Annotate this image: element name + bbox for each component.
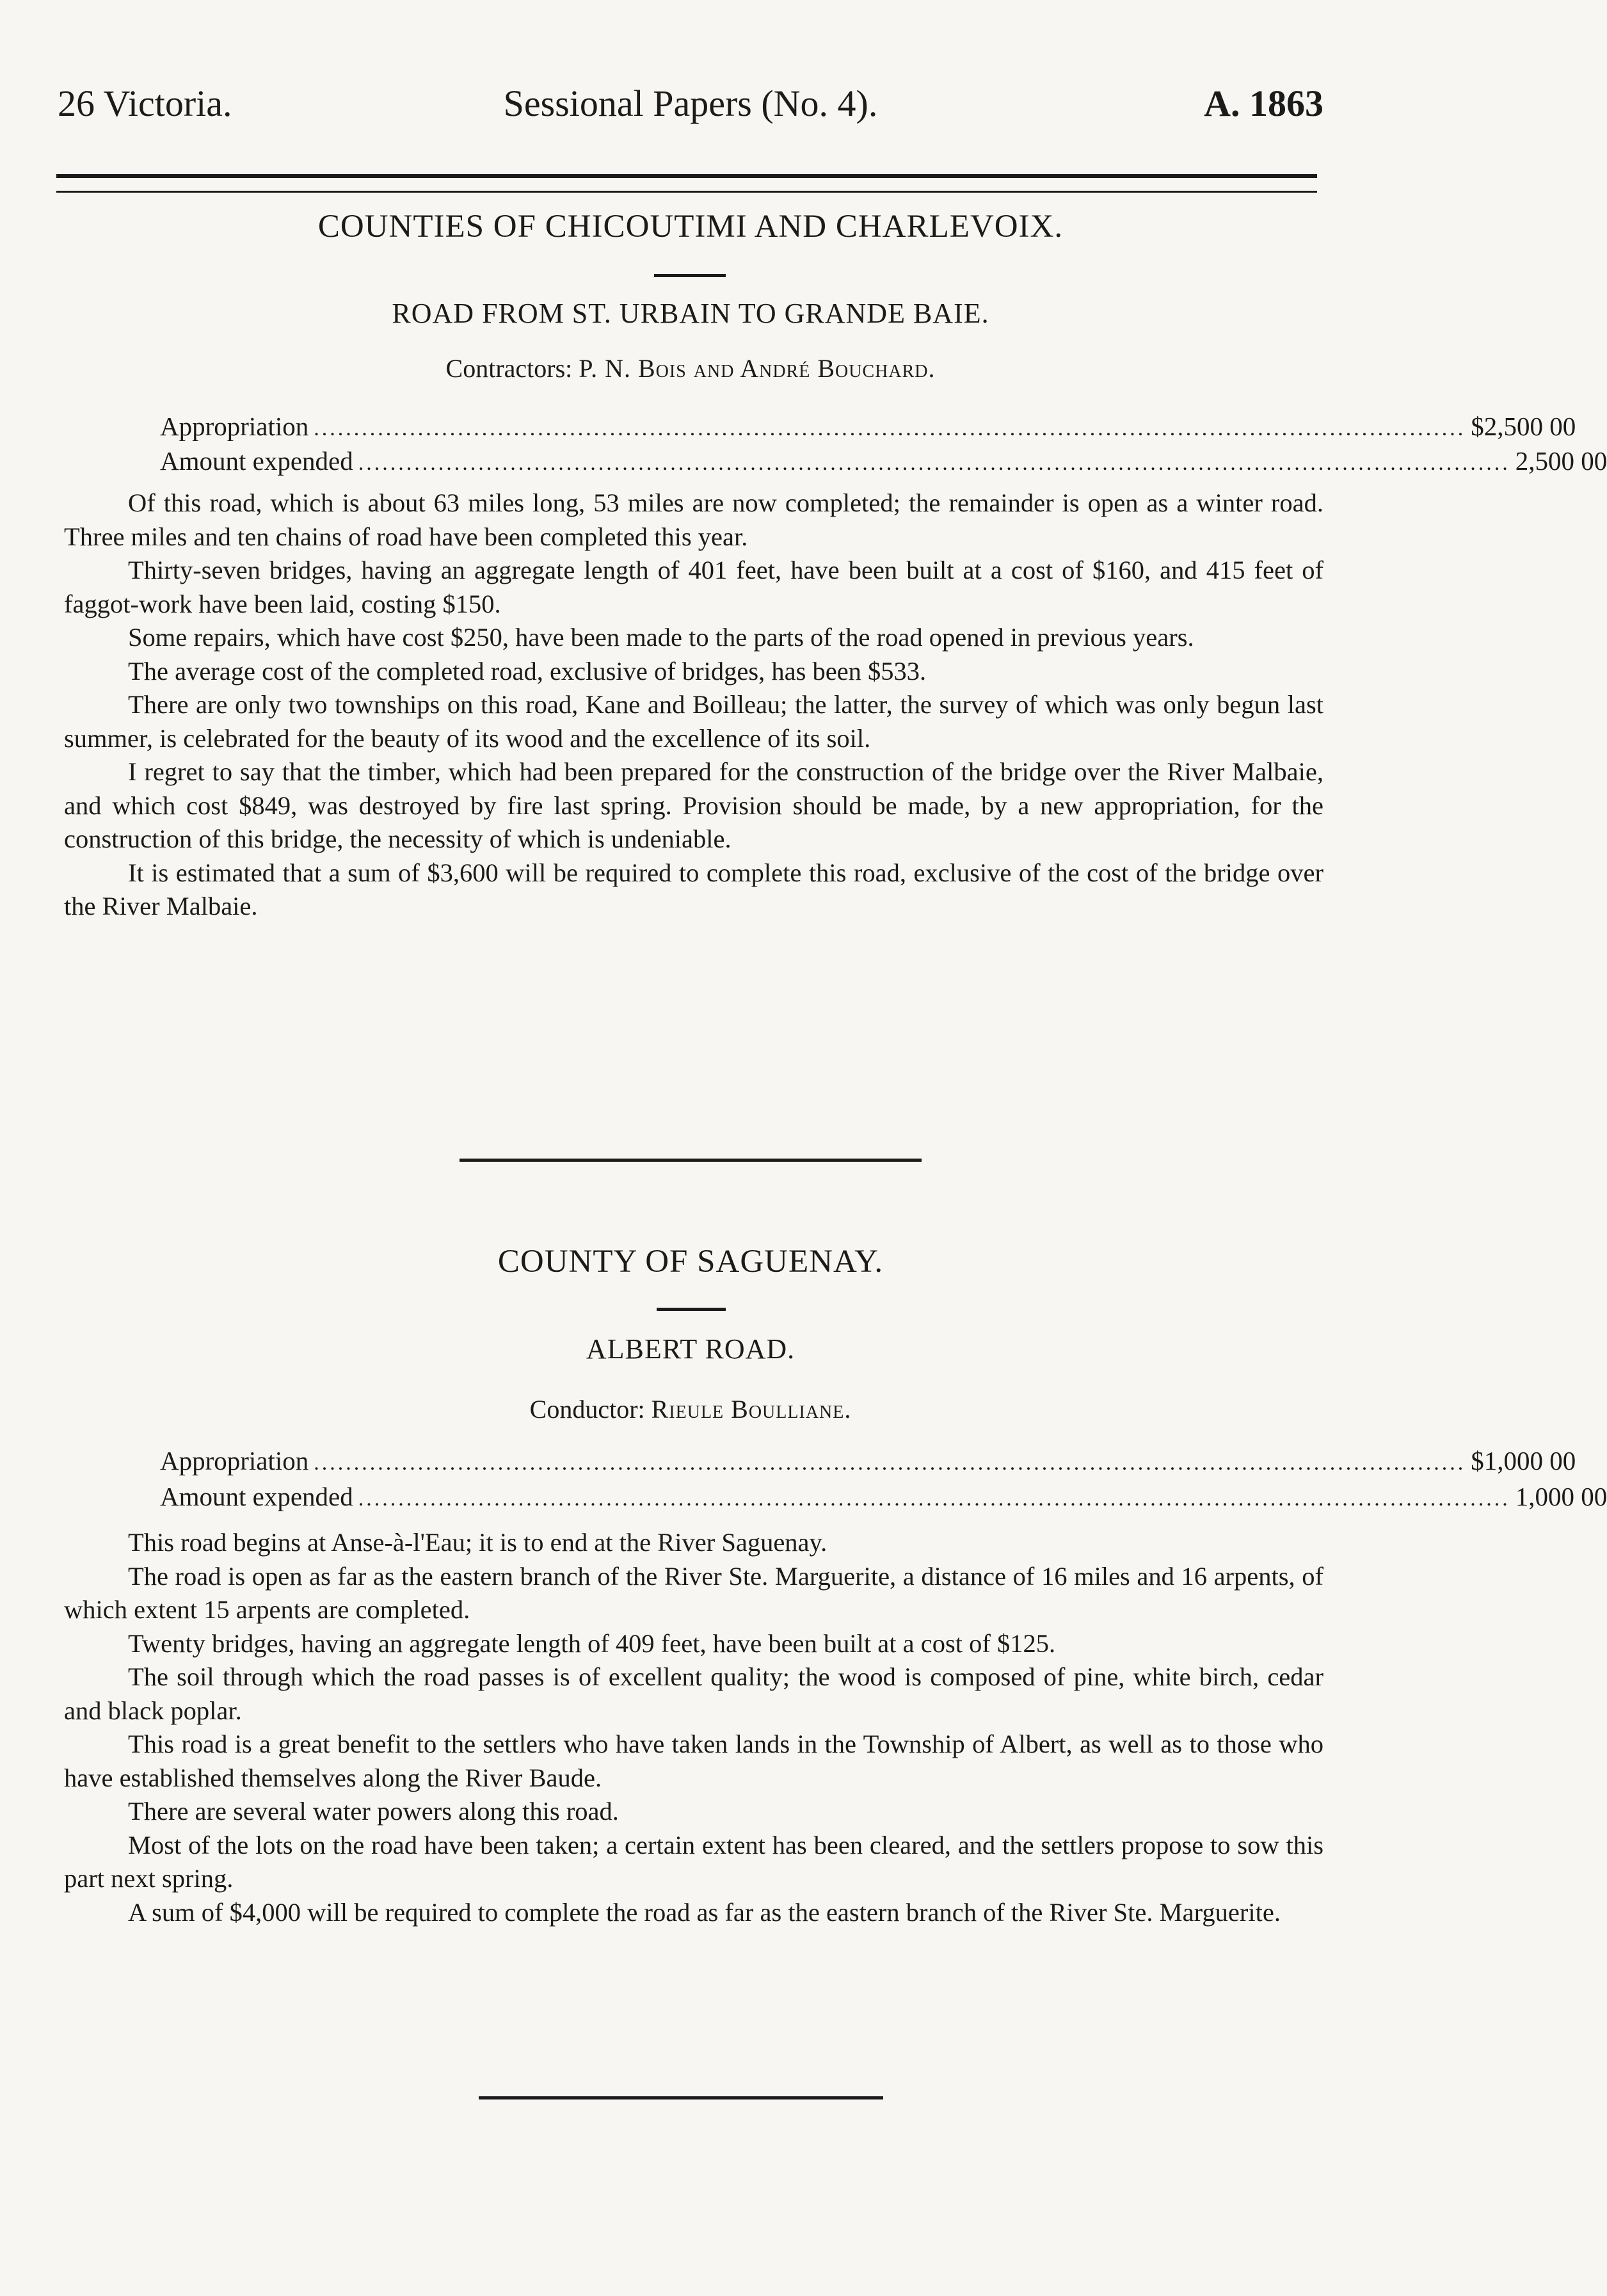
paragraph: Twenty bridges, having an aggregate length of 409 feet, have been built at a cost of $125. <box>128 1628 1056 1658</box>
running-head-volume: 26 Victoria. <box>58 83 232 124</box>
running-head-year: A. 1863 <box>1204 83 1323 124</box>
section1-title: COUNTIES OF CHICOUTIMI AND CHARLEVOIX. <box>317 209 1064 245</box>
section2-conductor <box>0 1394 1381 1424</box>
paragraph: The road is open as far as the eastern branch of the River Ste. Marguerite, a distance of 16 miles and 16 arpents, of which extent 15 arpents are completed. <box>64 1561 1323 1624</box>
paragraph: This road begins at Anse-à-l'Eau; it is to end at the River Saguenay. <box>128 1528 827 1557</box>
leader-dots: ................................................................................................................................................ <box>358 1487 1510 1511</box>
section1-contractors <box>0 353 1381 383</box>
appropriation-label: Appropriation <box>160 1446 309 1475</box>
section1-road-title: ROAD FROM ST. URBAIN TO GRANDE BAIE. <box>392 298 989 329</box>
leader-dots: ................................................................................................................................................ <box>314 417 1466 440</box>
paragraph: It is estimated that a sum of $3,600 will be required to complete this road, exclusive of the cost of the bridge over the River Malbaie. <box>64 858 1323 920</box>
section1-body <box>64 486 1323 924</box>
leader-dots: ................................................................................................................................................ <box>358 451 1510 475</box>
paragraph: The average cost of the completed road, exclusive of bridges, has been $533. <box>128 656 927 686</box>
section2-expended-row <box>160 1481 1607 1516</box>
section2-road-title: ALBERT ROAD. <box>586 1333 796 1365</box>
paragraph: Most of the lots on the road have been taken; a certain extent has been cleared, and the settlers propose to sow this part next spring. <box>64 1830 1323 1893</box>
paragraph: The soil through which the road passes is of excellent quality; the wood is composed of pine, white birch, cedar and black poplar. <box>64 1662 1323 1725</box>
leader-dots: ................................................................................................................................................ <box>314 1451 1466 1475</box>
section1-appropriation-row <box>160 411 1576 446</box>
running-head <box>58 82 1323 133</box>
end-rule <box>479 2096 883 2099</box>
paragraph: There are several water powers along this road. <box>128 1797 619 1826</box>
paragraph: A sum of $4,000 will be required to complete the road as far as the eastern branch of the River Ste. Marguerite. <box>128 1897 1281 1927</box>
paragraph: Thirty-seven bridges, having an aggregate length of 401 feet, have been built at a cost of $160, and 415 feet of faggot-work have been laid, costing $150. <box>64 556 1323 618</box>
section1-role-label: Contractors: <box>445 354 573 383</box>
section2-appropriation-row <box>160 1445 1576 1480</box>
section1-expended-row <box>160 446 1607 480</box>
section2-title: COUNTY OF SAGUENAY. <box>497 1244 884 1280</box>
appropriation-amount: $2,500 00 <box>1471 412 1576 441</box>
section2-role-label: Conductor: <box>529 1395 645 1424</box>
appropriation-label: Appropriation <box>160 412 309 441</box>
section1-title-rule <box>654 274 726 277</box>
paragraph: Some repairs, which have cost $250, have been made to the parts of the road opened in previous years. <box>128 623 1194 652</box>
section2-title-rule <box>657 1308 726 1311</box>
section-divider <box>460 1159 922 1162</box>
expended-label: Amount expended <box>160 1482 353 1511</box>
appropriation-amount: $1,000 00 <box>1471 1446 1576 1475</box>
section1-contractor-names: P. N. Bois and André Bouchard. <box>579 354 936 383</box>
expended-amount: 1,000 00 <box>1515 1482 1607 1511</box>
running-head-title: Sessional Papers (No. 4). <box>503 83 878 124</box>
expended-amount: 2,500 00 <box>1515 446 1607 476</box>
section2-body <box>64 1526 1323 1929</box>
paragraph: I regret to say that the timber, which had been prepared for the construction of the bridge over the River Malbaie, and which cost $849, was destroyed by fire last spring. Provision should be made, by a new appropriation, for the construction of this bridge, the necessity of which is undeniable. <box>64 757 1323 853</box>
section2-conductor-name: Rieule Boulliane. <box>651 1395 852 1424</box>
header-double-rule <box>56 174 1317 193</box>
paragraph: This road is a great benefit to the settlers who have taken lands in the Township of Albert, as well as to those who have established themselves along the River Baude. <box>64 1730 1323 1792</box>
expended-label: Amount expended <box>160 446 353 476</box>
paragraph: Of this road, which is about 63 miles long, 53 miles are now completed; the remainder is open as a winter road. Three miles and ten chains of road have been completed this year. <box>64 488 1323 551</box>
paragraph: There are only two townships on this road, Kane and Boilleau; the latter, the survey of which was only begun last summer, is celebrated for the beauty of its wood and the excellence of its soil. <box>64 690 1323 753</box>
